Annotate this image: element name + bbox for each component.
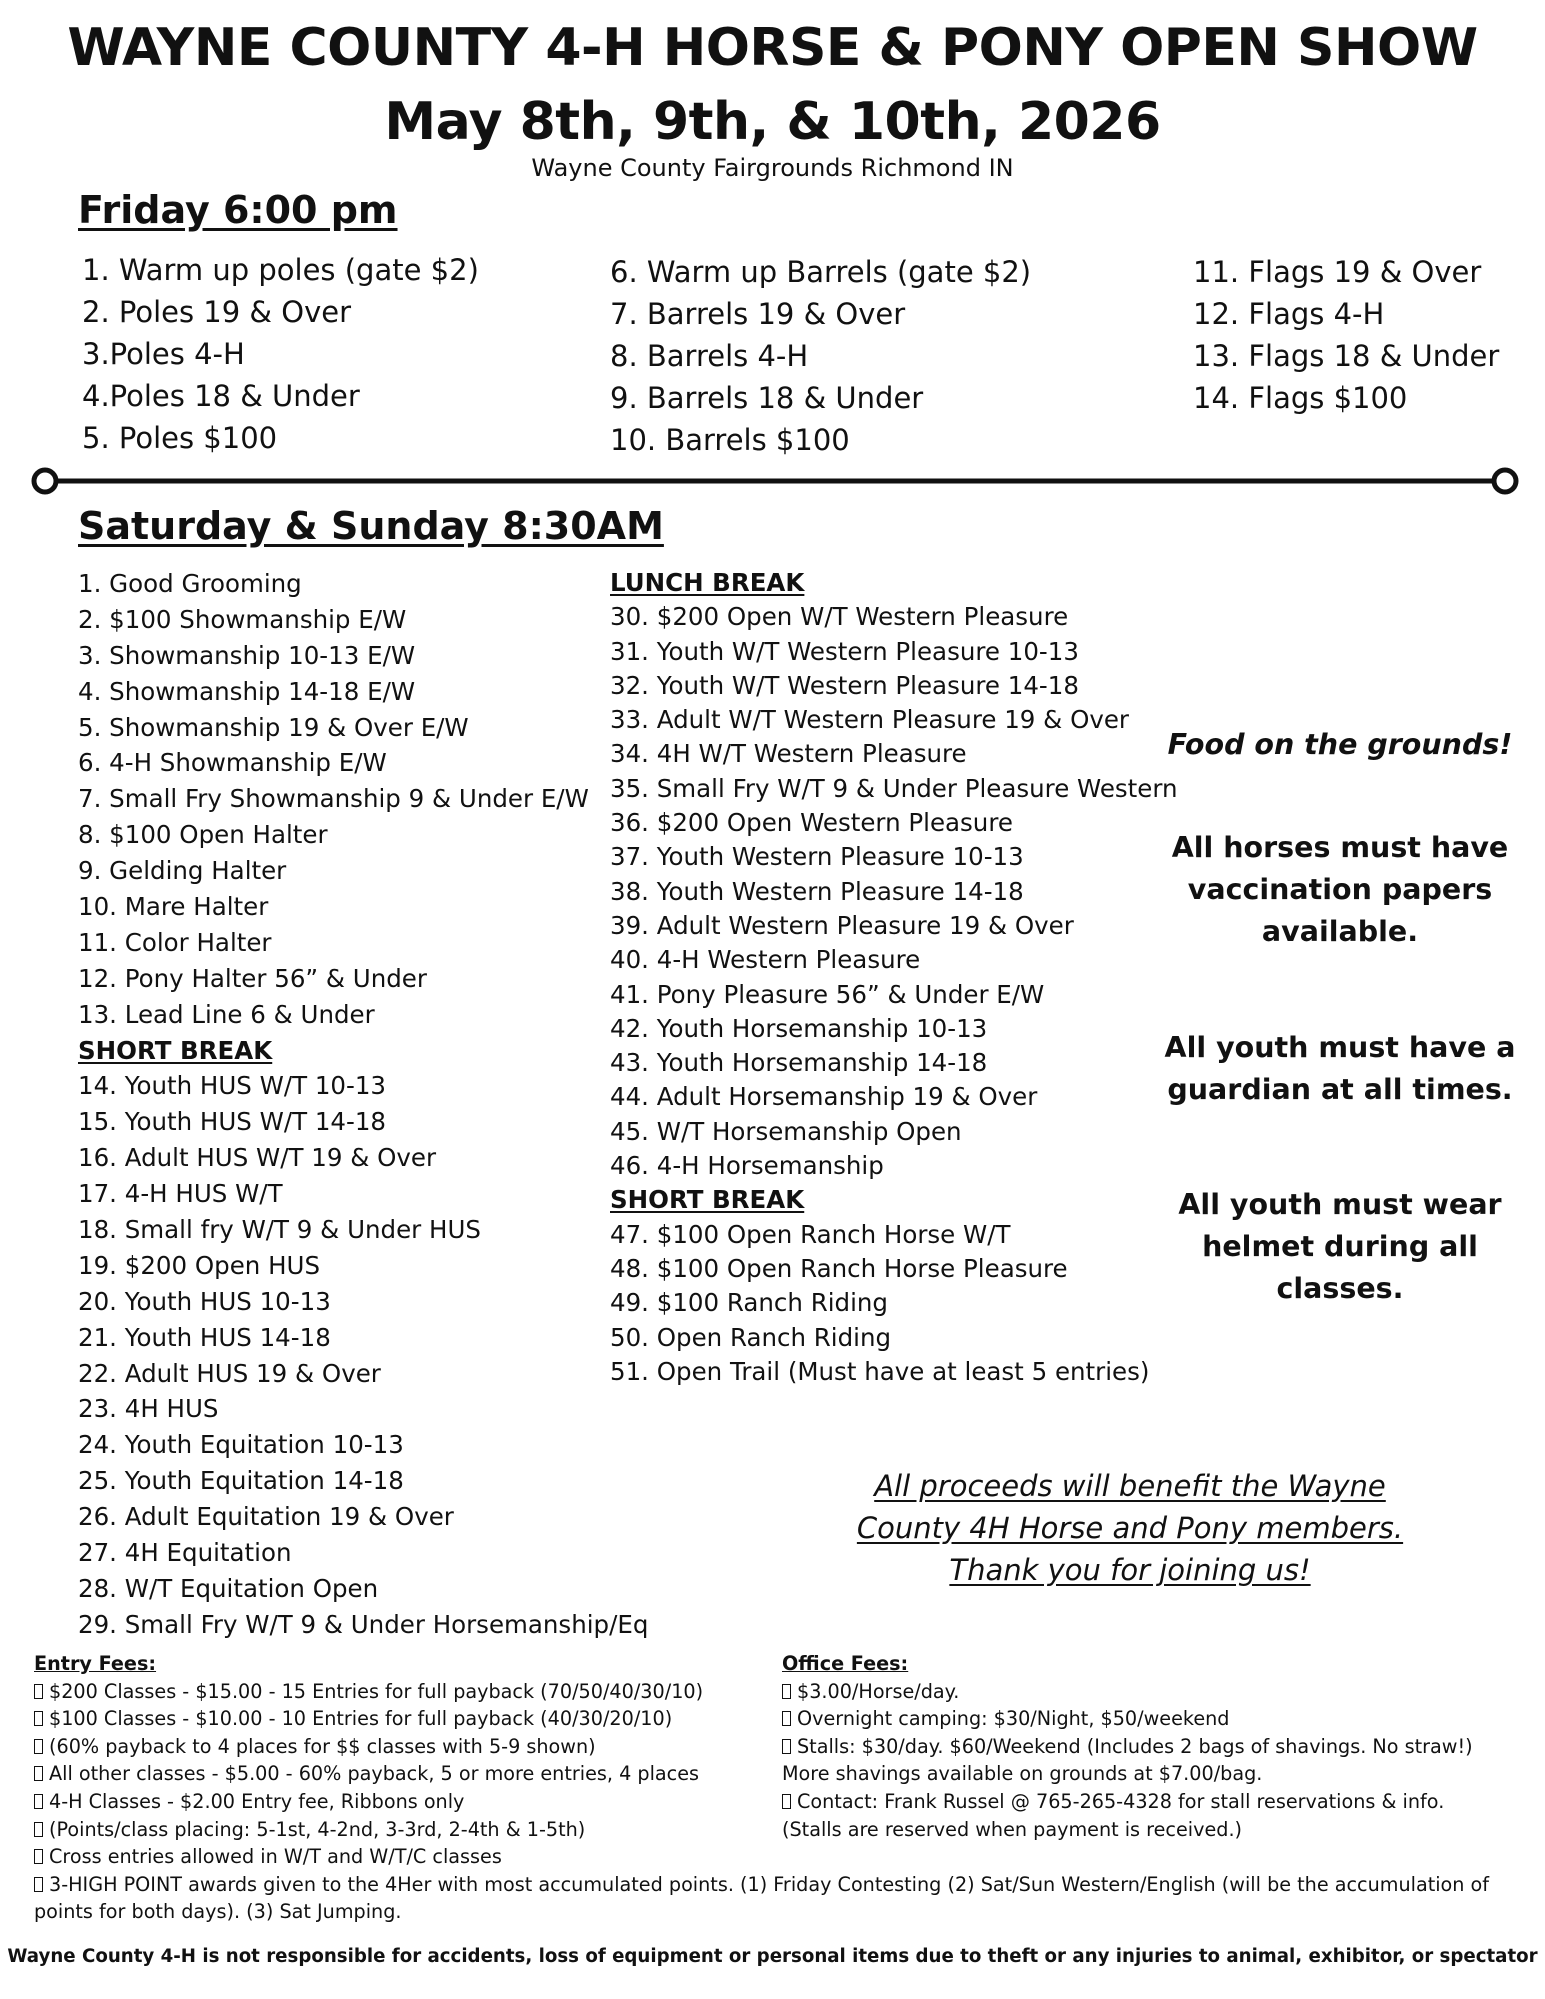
checkbox-icon <box>782 1684 791 1699</box>
class-item: 50. Open Ranch Riding <box>610 1322 892 1352</box>
class-item: 14. Youth HUS W/T 10-13 <box>78 1071 387 1101</box>
break-label: SHORT BREAK <box>610 1185 805 1215</box>
class-item: 4.Poles 18 & Under <box>82 379 360 413</box>
class-item: 3.Poles 4-H <box>82 337 245 371</box>
helmet-notice: All youth must wear helmet during all classes. <box>1178 1188 1502 1305</box>
class-item: 7. Barrels 19 & Over <box>610 297 906 331</box>
class-item: 10. Mare Halter <box>78 892 269 922</box>
class-item: 1. Warm up poles (gate $2) <box>82 253 479 287</box>
class-item: 33. Adult W/T Western Pleasure 19 & Over <box>610 705 1129 735</box>
class-item: 51. Open Trail (Must have at least 5 entries) <box>610 1356 1150 1386</box>
class-item: 7. Small Fry Showmanship 9 & Under E/W <box>78 784 589 814</box>
office-fee-item: (Stalls are reserved when payment is received.) <box>782 1817 1243 1841</box>
class-item: 5. Poles $100 <box>82 421 278 455</box>
class-item: 28. W/T Equitation Open <box>78 1573 379 1603</box>
class-item: 6. Warm up Barrels (gate $2) <box>610 255 1032 289</box>
checkbox-icon <box>782 1739 791 1754</box>
show-location: Wayne County Fairgrounds Richmond IN <box>531 154 1014 182</box>
class-item: 36. $200 Open Western Pleasure <box>610 808 1013 838</box>
class-item: 26. Adult Equitation 19 & Over <box>78 1502 454 1532</box>
class-item: 8. $100 Open Halter <box>78 820 328 850</box>
entry-fee-item: 4-H Classes - $2.00 Entry fee, Ribbons only <box>34 1788 754 1816</box>
class-item: 37. Youth Western Pleasure 10-13 <box>610 842 1024 872</box>
class-item: 13. Flags 18 & Under <box>1193 339 1500 373</box>
office-fee-item: Stalls: $30/day. $60/Weekend (Includes 2 bags of shavings. No straw!) <box>782 1733 1522 1761</box>
class-item: 12. Pony Halter 56” & Under <box>78 963 427 993</box>
class-item: 45. W/T Horsemanship Open <box>610 1116 962 1146</box>
office-fee-item: More shavings available on grounds at $7.00/bag. <box>782 1762 1263 1786</box>
class-item: 9. Barrels 18 & Under <box>610 381 924 415</box>
class-item: 4. Showmanship 14-18 E/W <box>78 676 416 706</box>
class-item: 49. $100 Ranch Riding <box>610 1288 888 1318</box>
class-item: 1. Good Grooming <box>78 569 302 598</box>
entry-fee-item: (Points/class placing: 5-1st, 4-2nd, 3-3rd, 2-4th & 1-5th) <box>34 1816 754 1844</box>
class-item: 42. Youth Horsemanship 10-13 <box>610 1013 988 1043</box>
class-item: 31. Youth W/T Western Pleasure 10-13 <box>610 636 1079 666</box>
class-item: 44. Adult Horsemanship 19 & Over <box>610 1082 1038 1112</box>
office-fees <box>782 1650 1522 1843</box>
entry-fee-item: 3-HIGH POINT awards given to the 4Her with most accumulated points. (1) Friday Contesting (2) Sat/Sun Western/English (will be the accumulation of points for both days). (3) Sat Jumping. <box>34 1872 1490 1924</box>
class-item: 13. Lead Line 6 & Under <box>78 999 375 1029</box>
class-item: 34. 4H W/T Western Pleasure <box>610 739 967 769</box>
friday-classes-col2 <box>610 251 1031 461</box>
class-item: 18. Small fry W/T 9 & Under HUS <box>78 1215 481 1245</box>
class-item: 38. Youth Western Pleasure 14-18 <box>610 876 1024 906</box>
class-item: 35. Small Fry W/T 9 & Under Pleasure Western <box>610 773 1178 803</box>
class-item: 9. Gelding Halter <box>78 856 287 886</box>
checkbox-icon <box>34 1739 43 1754</box>
weekend-heading: Saturday & Sunday 8:30AM <box>78 504 664 548</box>
office-fees-list <box>782 1678 1522 1844</box>
office-fee-item: Contact: Frank Russel @ 765-265-4328 for stall reservations & info. <box>782 1788 1522 1816</box>
class-item: 32. Youth W/T Western Pleasure 14-18 <box>610 670 1079 700</box>
class-item: 19. $200 Open HUS <box>78 1250 321 1280</box>
show-dates: May 8th, 9th, & 10th, 2026 <box>384 92 1161 152</box>
class-item: 11. Flags 19 & Over <box>1193 255 1482 289</box>
class-item: 2. Poles 19 & Over <box>82 295 352 329</box>
checkbox-icon <box>34 1684 43 1699</box>
section-divider <box>30 466 1520 496</box>
entry-fee-item: (60% payback to 4 places for $$ classes with 5-9 shown) <box>34 1733 754 1761</box>
checkbox-icon <box>34 1849 43 1864</box>
checkbox-icon <box>34 1766 43 1781</box>
class-item: 47. $100 Open Ranch Horse W/T <box>610 1219 1011 1249</box>
guardian-notice: All youth must have a guardian at all times. <box>1164 1031 1516 1106</box>
class-item: 10. Barrels $100 <box>610 423 850 457</box>
class-item: 11. Color Halter <box>78 927 272 957</box>
class-item: 43. Youth Horsemanship 14-18 <box>610 1048 988 1078</box>
class-item: 5. Showmanship 19 & Over E/W <box>78 712 469 742</box>
checkbox-icon <box>34 1794 43 1809</box>
entry-fee-item: Cross entries allowed in W/T and W/T/C classes <box>34 1843 754 1871</box>
class-item: 25. Youth Equitation 14-18 <box>78 1466 404 1496</box>
class-item: 15. Youth HUS W/T 14-18 <box>78 1107 387 1137</box>
checkbox-icon <box>34 1711 43 1726</box>
liability-disclaimer: Wayne County 4-H is not responsible for accidents, loss of equipment or personal items due to theft or any injuries to animal, exhibitor, or spectator <box>7 1946 1538 1967</box>
office-fee-item: Overnight camping: $30/Night, $50/weekend <box>782 1705 1522 1733</box>
vaccination-notice: All horses must have vaccination papers available. <box>1171 831 1509 948</box>
class-item: 41. Pony Pleasure 56” & Under E/W <box>610 979 1045 1009</box>
class-item: 27. 4H Equitation <box>78 1538 292 1568</box>
class-item: 3. Showmanship 10-13 E/W <box>78 640 416 670</box>
class-item: 21. Youth HUS 14-18 <box>78 1322 331 1352</box>
office-fee-item: $3.00/Horse/day. <box>782 1678 1522 1706</box>
class-item: 12. Flags 4-H <box>1193 297 1385 331</box>
break-label: SHORT BREAK <box>78 1035 273 1065</box>
class-item: 20. Youth HUS 10-13 <box>78 1286 331 1316</box>
checkbox-icon <box>34 1877 43 1892</box>
checkbox-icon <box>782 1794 791 1809</box>
weekend-classes-col1 <box>78 566 648 1643</box>
entry-fee-item: $100 Classes - $10.00 - 10 Entries for full payback (40/30/20/10) <box>34 1705 754 1733</box>
class-item: 6. 4-H Showmanship E/W <box>78 748 387 778</box>
class-item: 24. Youth Equitation 10-13 <box>78 1430 404 1460</box>
checkbox-icon <box>34 1822 43 1837</box>
friday-heading: Friday 6:00 pm <box>78 188 398 232</box>
friday-classes-col3 <box>1193 251 1499 419</box>
class-item: 40. 4-H Western Pleasure <box>610 945 921 975</box>
class-item: 29. Small Fry W/T 9 & Under Horsemanship/Eq <box>78 1609 649 1639</box>
checkbox-icon <box>782 1711 791 1726</box>
office-fees-heading: Office Fees: <box>782 1652 909 1675</box>
friday-classes-col1 <box>82 249 479 459</box>
break-label: LUNCH BREAK <box>610 568 805 597</box>
entry-fees-heading: Entry Fees: <box>34 1652 157 1675</box>
class-item: 22. Adult HUS 19 & Over <box>78 1358 381 1388</box>
weekend-classes-col2 <box>610 566 1178 1389</box>
class-item: 23. 4H HUS <box>78 1394 219 1424</box>
proceeds-notice: All proceeds will benefit the Wayne County 4H Horse and Pony members. Thank you for joining us! <box>856 1469 1404 1587</box>
class-item: 16. Adult HUS W/T 19 & Over <box>78 1143 437 1173</box>
show-title: WAYNE COUNTY 4-H HORSE & PONY OPEN SHOW <box>67 18 1478 78</box>
food-notice: Food on the grounds! <box>1167 728 1513 761</box>
entry-fee-item: $200 Classes - $15.00 - 15 Entries for full payback (70/50/40/30/10) <box>34 1678 754 1706</box>
class-item: 48. $100 Open Ranch Horse Pleasure <box>610 1253 1068 1283</box>
entry-fee-item: All other classes - $5.00 - 60% payback, 5 or more entries, 4 places <box>34 1760 754 1788</box>
class-item: 2. $100 Showmanship E/W <box>78 604 407 634</box>
class-item: 14. Flags $100 <box>1193 381 1408 415</box>
class-item: 39. Adult Western Pleasure 19 & Over <box>610 910 1074 940</box>
class-item: 30. $200 Open W/T Western Pleasure <box>610 602 1069 632</box>
class-item: 46. 4-H Horsemanship <box>610 1151 884 1181</box>
class-item: 8. Barrels 4-H <box>610 339 809 373</box>
class-item: 17. 4-H HUS W/T <box>78 1179 283 1209</box>
